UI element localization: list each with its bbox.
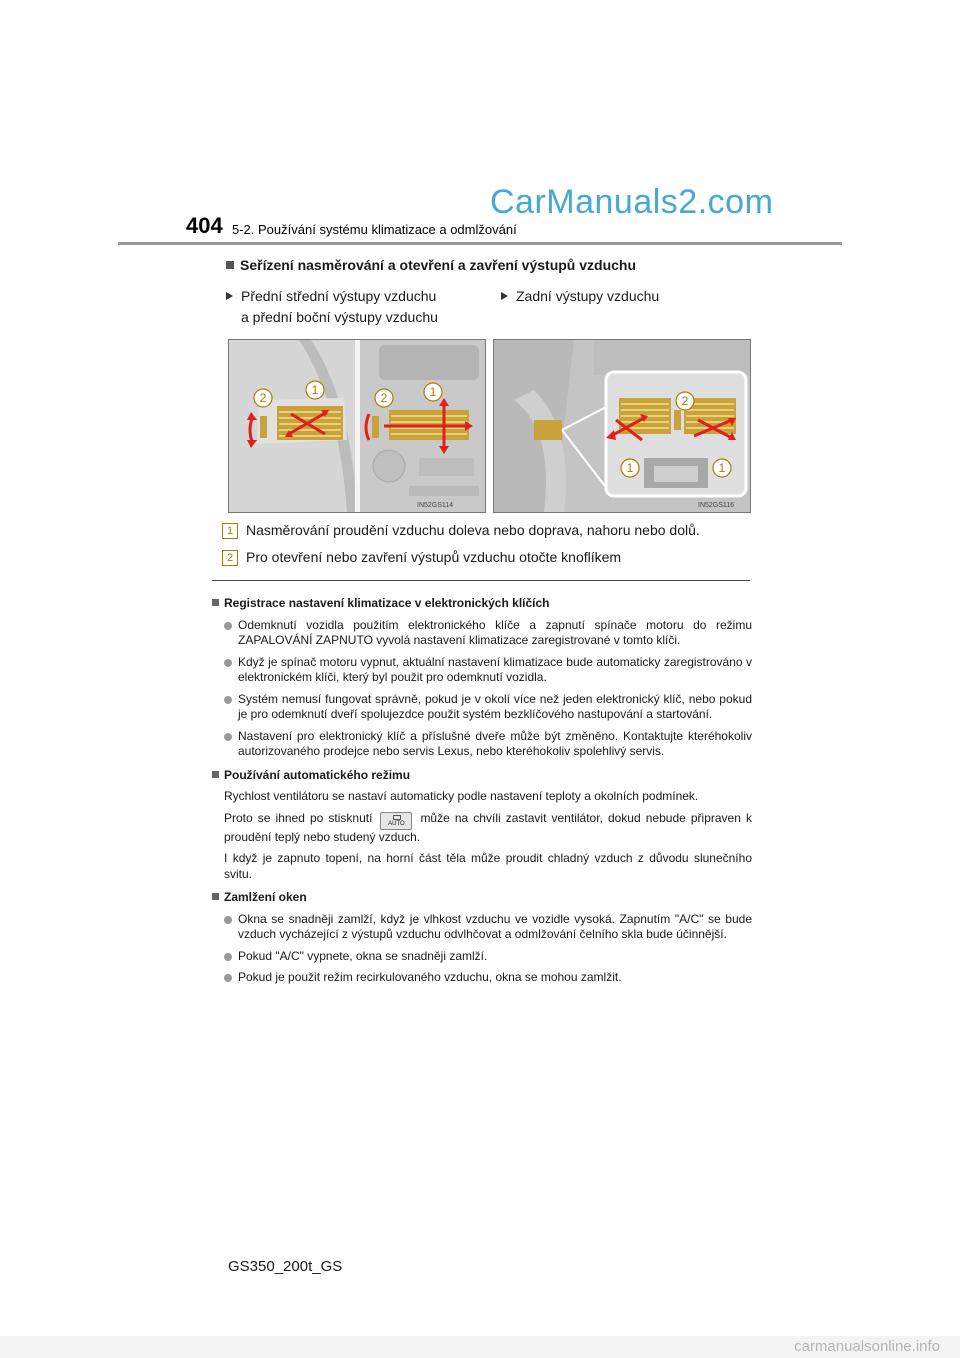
watermark-logo: CarManuals2.com — [490, 183, 774, 221]
header-rule — [118, 242, 842, 245]
bullet-dot-icon — [224, 974, 232, 982]
callout-2-front-side: 2 — [259, 391, 267, 405]
bullet-dot-icon — [224, 696, 232, 704]
page-number: 404 — [186, 213, 223, 238]
note-bullet: Pokud je použit režim recirkulovaného vzduchu, okna se mohou zamlžit. — [212, 970, 752, 986]
bullet-dot-icon — [224, 733, 232, 741]
callout-1-front-center: 1 — [429, 385, 437, 399]
note-paragraph: Proto se ihned po stisknutí AUTO může na chvíli zastavit ventilátor, dokud nebude připraven k proudění teplý nebo studený vzduch. — [224, 810, 752, 844]
footer-model-code: GS350_200t_GS — [228, 1258, 343, 1275]
bottom-watermark-bar — [0, 1336, 960, 1358]
note-bullet: Okna se snadněji zamlží, když je vlhkost vzduchu ve vozidle vysoká. Zapnutím "A/C" se bude vzduch vycházející z výstupů vzduchu odvlhčovat a odmlžování čelního skla bude účinnější. — [212, 912, 752, 943]
bullet-dot-icon — [224, 659, 232, 667]
callout-1-front-side: 1 — [311, 383, 319, 397]
photo-code-right: IN52GS116 — [698, 502, 735, 509]
legend-number: 1 — [222, 523, 238, 539]
front-vents-illustration — [228, 339, 486, 513]
auto-button-icon: AUTO — [380, 812, 412, 830]
section-title: Seřízení nasměrování a otevření a zavření výstupů vzduchu — [226, 257, 636, 273]
triangle-bullet-icon — [226, 292, 233, 300]
note-bullet: Nastavení pro elektronický klíč a příslušné dveře může být změněno. Kontaktujte kteréhokoliv autorizovaného prodejce nebo servis Lexus, nebo kteréhokoliv spolehlivý servis. — [212, 729, 752, 760]
notes-section — [212, 592, 752, 986]
callout-1-rear-right: 1 — [718, 461, 726, 475]
callout-2-rear: 2 — [681, 394, 689, 408]
callout-1-rear-left: 1 — [626, 461, 634, 475]
photo-code-left: IN52GS114 — [417, 502, 454, 509]
note-heading-auto-mode: Používání automatického režimu — [212, 768, 752, 784]
bullet-dot-icon — [224, 953, 232, 961]
chapter-title: 5-2. Používání systému klimatizace a odmlžování — [232, 222, 517, 237]
note-bullet: Odemknutí vozidla použitím elektronického klíče a zapnutí spínače motoru do režimu ZAPALOVÁNÍ ZAPNUTO vyvolá nastavení klimatizace zaregistrované v tomto klíči. — [212, 618, 752, 649]
rear-vents-label: Zadní výstupy vzduchu — [501, 286, 659, 307]
square-bullet-icon — [212, 893, 219, 900]
callout-2-front-center: 2 — [380, 391, 388, 405]
note-heading-fogging: Zamlžení oken — [212, 890, 752, 906]
bullet-dot-icon — [224, 622, 232, 630]
square-bullet-icon — [212, 771, 219, 778]
legend-item-1: 1 Nasměrování proudění vzduchu doleva nebo doprava, nahoru nebo dolů. — [222, 522, 700, 539]
legend-number: 2 — [222, 550, 238, 566]
section-divider — [212, 580, 750, 581]
rear-vents-illustration — [493, 339, 751, 513]
note-paragraph: I když je zapnuto topení, na horní část těla může proudit chladný vzduch z důvodu slunečního svitu. — [224, 851, 752, 881]
square-bullet-icon — [212, 599, 219, 606]
note-paragraph: Rychlost ventilátoru se nastaví automaticky podle nastavení teploty a okolních podmínek. — [224, 789, 699, 803]
square-bullet-icon — [226, 261, 234, 269]
note-bullet: Pokud "A/C" vypnete, okna se snadněji zamlží. — [212, 949, 752, 965]
front-vents-label: Přední střední výstupy vzduchu a přední boční výstupy vzduchu — [226, 286, 438, 328]
note-bullet: Když je spínač motoru vypnut, aktuální nastavení klimatizace bude automaticky zaregistrováno v elektronickém klíči, který byl použit pro odemknutí vozidla. — [212, 655, 752, 686]
triangle-bullet-icon — [501, 292, 508, 300]
legend-item-2: 2 Pro otevření nebo zavření výstupů vzduchu otočte knoflíkem — [222, 549, 621, 566]
note-bullet: Systém nemusí fungovat správně, pokud je v okolí více než jeden elektronický klíč, nebo pokud je pro odemknutí dveří spolujezdce použit systém bezklíčového nastupování a startování. — [212, 692, 752, 723]
bullet-dot-icon — [224, 916, 232, 924]
bottom-watermark-text: carmanualsonline.info — [794, 1338, 940, 1355]
note-heading-registration: Registrace nastavení klimatizace v elektronických klíčích — [212, 596, 752, 612]
